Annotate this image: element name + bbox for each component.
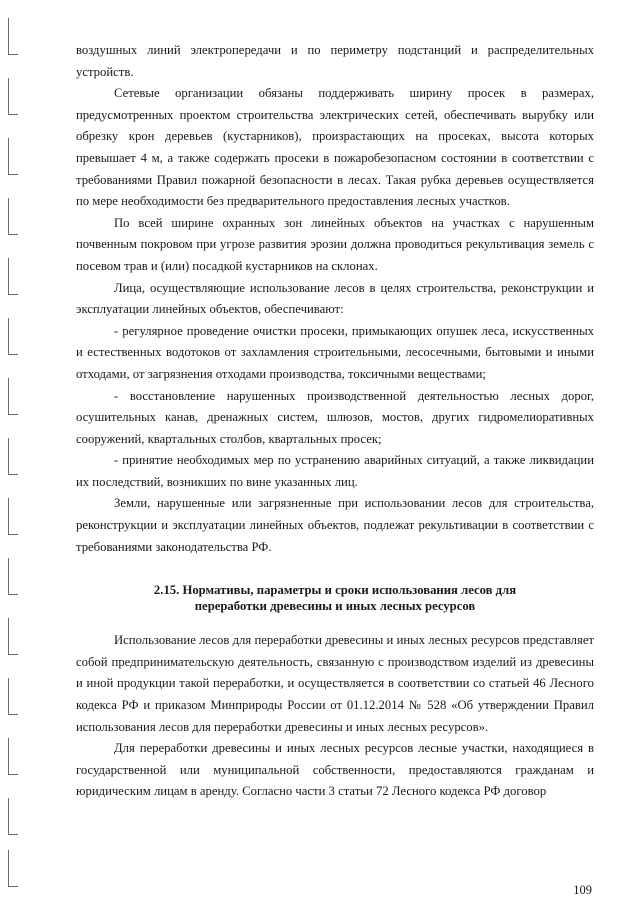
binding-mark <box>8 678 18 715</box>
binding-mark <box>8 850 18 887</box>
list-item: - восстановление нарушенных производственной деятельностью лесных дорог, осушительных канав, дренажных систем, шлюзов, мостов, других гидромелиоративных сооружений, квартальных столбов, квартальных просек; <box>76 388 594 446</box>
binding-mark <box>8 498 18 535</box>
page-number: 109 <box>573 883 592 897</box>
binding-mark <box>8 198 18 235</box>
binding-edge-marks <box>0 0 26 905</box>
paragraph: Лица, осуществляющие использование лесов в целях строительства, реконструкции и эксплуатации линейных объектов, обеспечивают: <box>76 280 594 317</box>
binding-mark <box>8 18 18 55</box>
paragraph: По всей ширине охранных зон линейных объектов на участках с нарушенным почвенным покровом при угрозе развития эрозии должна проводиться рекультивация земель с посевом трав и (или) посадкой кустарников на склонах. <box>76 215 594 273</box>
binding-mark <box>8 738 18 775</box>
paragraph: Использование лесов для переработки древесины и иных лесных ресурсов представляет собой предпринимательскую деятельность, связанную с производством изделий из древесины и иной продукции такой переработки, и осуществляется в соответствии со статьей 46 Лесного кодекса РФ и приказом Минприроды России от 01.12.2014 № 528 «Об утверждении Правил использования лесов для переработки древесины и иных лесных ресурсов». <box>76 633 594 734</box>
binding-mark <box>8 378 18 415</box>
document-page <box>76 40 594 803</box>
paragraph: Сетевые организации обязаны поддерживать ширину просек в размерах, предусмотренных проектом строительства электрических сетей, обеспечивать вырубку или обрезку крон деревьев (кустарников), произрастающих на просеках, высота которых превышает 4 м, а также содержать просеки в пожаробезопасном состоянии в соответствии с требованиями Правил пожарной безопасности в лесах. Такая рубка деревьев осуществляется по мере необходимости без предварительного предоставления лесных участков. <box>76 86 594 209</box>
binding-mark <box>8 258 18 295</box>
binding-mark <box>8 438 18 475</box>
binding-mark <box>8 138 18 175</box>
paragraph: Для переработки древесины и иных лесных ресурсов лесные участки, находящиеся в государственной или муниципальной собственности, предоставляются гражданам и юридическим лицам в аренду. Согласно части 3 статьи 72 Лесного кодекса РФ договор <box>76 741 594 799</box>
paragraph: воздушных линий электропередачи и по периметру подстанций и распределительных устройств. <box>76 43 594 79</box>
section-heading-line: 2.15. Нормативы, параметры и сроки использования лесов для <box>153 583 517 598</box>
section-heading-line: переработки древесины и иных лесных ресурсов <box>194 599 476 614</box>
binding-mark <box>8 78 18 115</box>
section-heading <box>76 582 594 614</box>
binding-mark <box>8 618 18 655</box>
binding-mark <box>8 798 18 835</box>
binding-mark <box>8 318 18 355</box>
list-item: - принятие необходимых мер по устранению аварийных ситуаций, а также ликвидации их последствий, возникших по вине указанных лиц. <box>76 453 594 489</box>
paragraph: Земли, нарушенные или загрязненные при использовании лесов для строительства, реконструкции и эксплуатации линейных объектов, подлежат рекультивации в соответствии с требованиями законодательства РФ. <box>76 496 594 554</box>
binding-mark <box>8 558 18 595</box>
list-item: - регулярное проведение очистки просеки, примыкающих опушек леса, искусственных и естественных водотоков от захламления строительными, лесосечными, бытовыми и иными отходами, от загрязнения отходами производства, токсичными веществами; <box>76 323 594 381</box>
